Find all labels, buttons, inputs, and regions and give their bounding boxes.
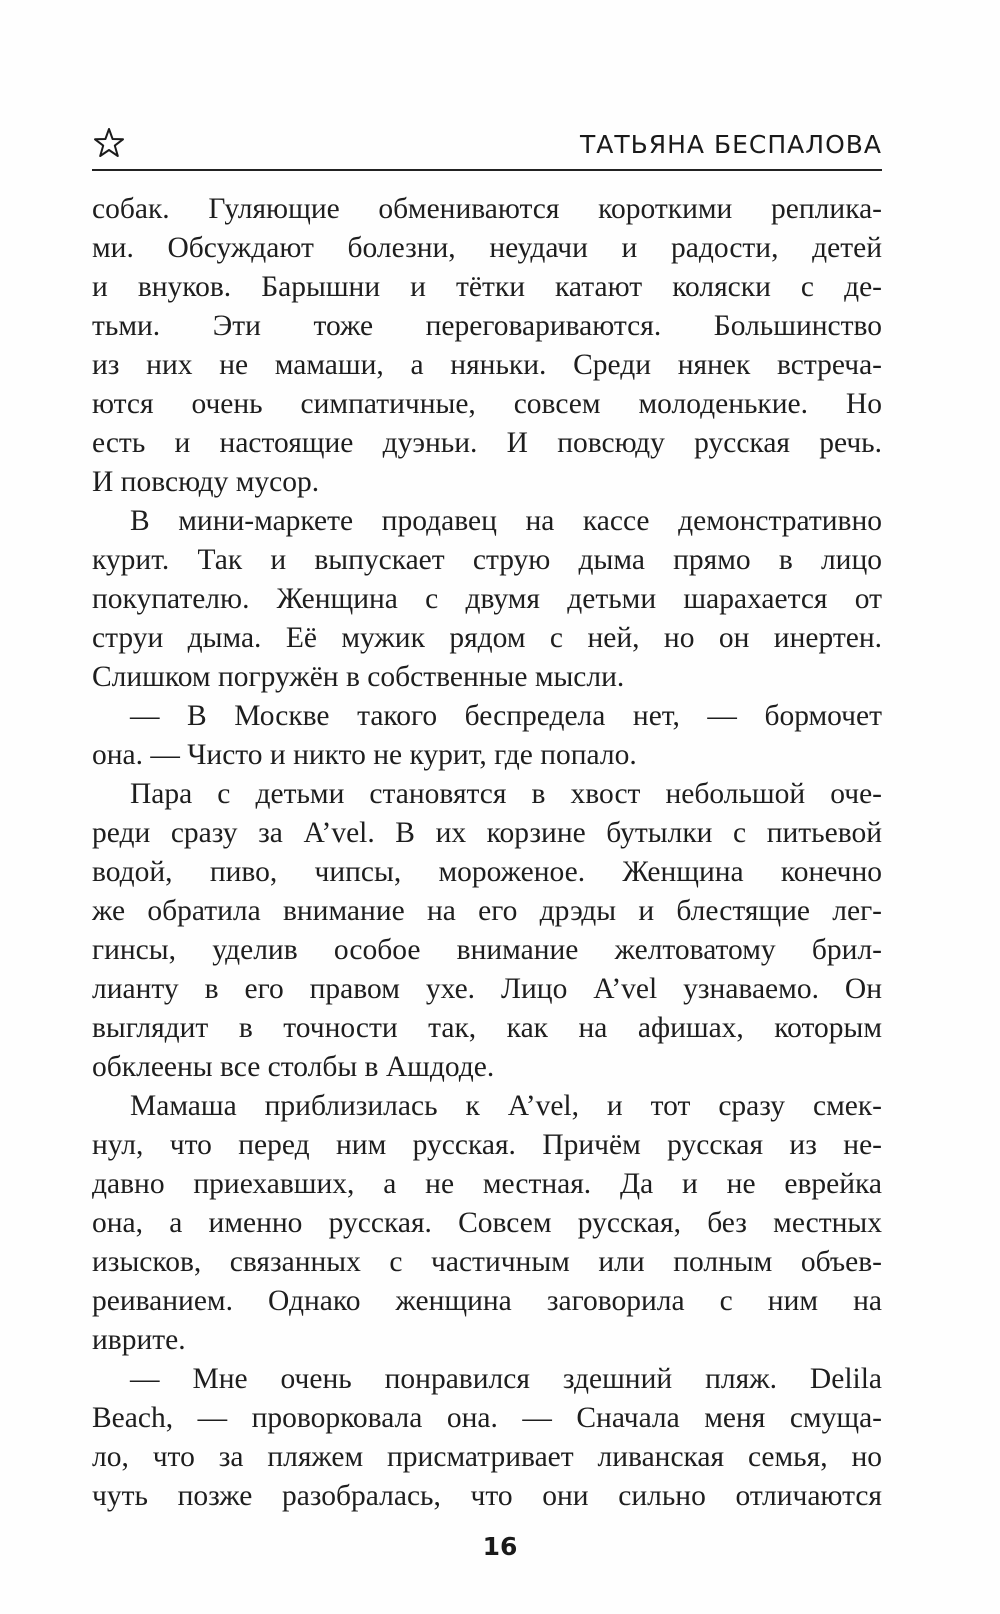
- text-line: Пара с детьми становятся в хвост небольшой оче-: [130, 778, 882, 810]
- page-header: [92, 120, 882, 170]
- text-line: ются очень симпатичные, совсем молоденькие. Но: [92, 388, 882, 420]
- text-line: И повсюду мусор.: [92, 466, 320, 498]
- text-line: нул, что перед ним русская. Причём русская из не-: [92, 1129, 882, 1161]
- text-line: Мамаша приблизилась к A’vel, и тот сразу смек-: [130, 1090, 882, 1122]
- body-text: [92, 190, 882, 1516]
- text-line: тьми. Эти тоже переговариваются. Большинство: [92, 310, 882, 342]
- text-line: реди сразу за A’vel. В их корзине бутылки с питьевой: [92, 817, 882, 849]
- text-line: же обратила внимание на его дрэды и блестящие лег-: [92, 895, 882, 927]
- text-line: из них не мамаши, а няньки. Среди нянек встреча-: [92, 349, 882, 381]
- text-line: гинсы, уделив особое внимание желтоватому брил-: [92, 934, 882, 966]
- header-rule: [92, 169, 882, 171]
- text-line: струи дыма. Её мужик рядом с ней, но он инертен.: [92, 622, 882, 654]
- text-line: покупателю. Женщина с двумя детьми шарахается от: [92, 583, 882, 615]
- star-outline-icon: [92, 126, 126, 160]
- text-line: она. — Чисто и никто не курит, где попало.: [92, 739, 637, 771]
- running-title: ТАТЬЯНА БЕСПАЛОВА: [579, 130, 882, 159]
- text-line: лианту в его правом ухе. Лицо A’vel узнаваемо. Он: [92, 973, 882, 1005]
- text-line: курит. Так и выпускает струю дыма прямо в лицо: [92, 544, 882, 576]
- text-line: — Мне очень понравился здешний пляж. Delila: [130, 1363, 882, 1395]
- text-line: есть и настоящие дуэньи. И повсюду русская речь.: [92, 427, 882, 459]
- text-line: собак. Гуляющие обмениваются короткими реплика-: [92, 193, 882, 225]
- text-line: ми. Обсуждают болезни, неудачи и радости, детей: [92, 232, 882, 264]
- text-line: ло, что за пляжем присматривает ливанская семья, но: [92, 1441, 882, 1473]
- text-line: Beach, — проворковала она. — Сначала меня смуща-: [92, 1402, 882, 1434]
- text-line: обклеены все столбы в Ашдоде.: [92, 1051, 495, 1083]
- text-line: изысков, связанных с частичным или полным объев-: [92, 1246, 882, 1278]
- text-line: и внуков. Барышни и тётки катают коляски с де-: [92, 271, 882, 303]
- page-number: 16: [482, 1532, 518, 1561]
- text-line: В мини-маркете продавец на кассе демонстративно: [130, 505, 882, 537]
- text-line: — В Москве такого беспредела нет, — бормочет: [130, 700, 882, 732]
- text-line: чуть позже разобралась, что они сильно отличаются: [92, 1480, 882, 1512]
- text-line: выглядит в точности так, как на афишах, которым: [92, 1012, 882, 1044]
- text-line: реиванием. Однако женщина заговорила с ним на: [92, 1285, 882, 1317]
- text-line: она, а именно русская. Совсем русская, без местных: [92, 1207, 882, 1239]
- text-line: водой, пиво, чипсы, мороженое. Женщина конечно: [92, 856, 882, 888]
- text-line: давно приехавших, а не местная. Да и не еврейка: [92, 1168, 882, 1200]
- text-line: Слишком погружён в собственные мысли.: [92, 661, 625, 693]
- text-line: иврите.: [92, 1324, 186, 1356]
